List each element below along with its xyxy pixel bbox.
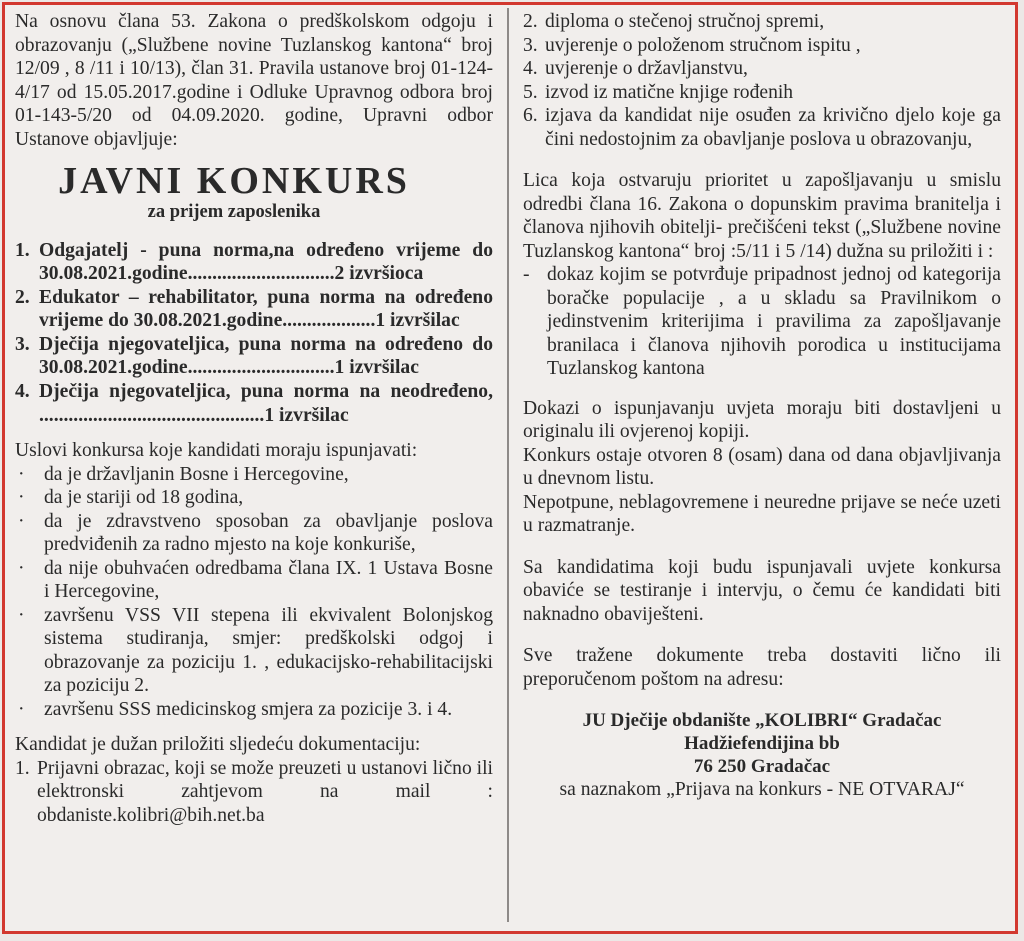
document-item: 6. izjava da kandidat nije osuđen za krivično djelo koje ga čini nedostojnim za obavljanje poslova u obrazovanju,: [523, 105, 1001, 150]
address-line: 76 250 Gradačac: [693, 756, 831, 777]
condition-item: · da je stariji od 18 godina,: [18, 487, 244, 509]
positions-list: [15, 239, 493, 428]
delivery-paragraph: Sve tražene dokumente treba dostaviti lično ili preporučenom poštom na adresu:: [523, 645, 1001, 690]
position-text: Dječija njegovateljica, puna norma na određeno do 30.08.2021.godine..............................1 izvršilac: [39, 333, 493, 379]
document-item: 3. uvjerenje o položenom stručnom ispitu ,: [523, 34, 861, 56]
conditions-list: [15, 463, 493, 722]
position-item: 1. Odgajatelj - puna norma,na određeno vrijeme do 30.08.2021.godine..............................2 izvršioca: [15, 239, 493, 285]
open-period-paragraph: Konkurs ostaje otvoren 8 (osam) dana od dana objavljivanja u dnevnom listu.: [523, 444, 1001, 489]
document-item: 1. Prijavni obrazac, koji se može preuzeti u ustanovi lično ili elektronski zahtjevom na mail : obdaniste.kolibri@bih.net.ba: [15, 757, 493, 826]
priority-paragraph: Lica koja ostvaruju prioritet u zapošljavanju u smislu odredbi člana 16. Zakona o dopunskim pravima branitelja i članova njihovih obitelji- prečišćeni tekst („Službene novine Tuzlanskog kantona“ broj :5/11 i 5 /14) dužna su priložiti i :: [523, 170, 1001, 262]
address-note: sa naznakom „Prijava na konkurs - NE OTVARAJ“: [559, 779, 965, 800]
notice-title: JAVNI KONKURS: [58, 160, 410, 202]
priority-item: - dokaz kojim se potvrđuje pripadnost jednoj od kategorija boračke populacije , a u skladu sa Pravilnikom o jedinstvenim kriterijima i pravilima za zapošljavanje branilaca i članova njihovih porodica u institucijama Tuzlanskog kantona: [523, 264, 1001, 379]
address-line: JU Dječije obdanište „KOLIBRI“ Gradačac: [582, 710, 942, 731]
column-divider: [507, 8, 509, 922]
condition-item: · završenu VSS VII stepena ili ekvivalent Bolonjskog sistema studiranja, smjer: predškolski odgoj i obrazovanje za poziciju 1. , edukacijsko-rehabilitacijski za poziciju 2.: [18, 604, 493, 697]
left-column: [15, 10, 493, 827]
documents-heading: Kandidat je dužan priložiti sljedeću dokumentaciju:: [15, 734, 421, 756]
proof-paragraph: Dokazi o ispunjavanju uvjeta moraju biti dostavljeni u originalu ili ovjerenoj kopiji.: [523, 397, 1001, 442]
position-item: 4. Dječija njegovateljica, puna norma na neodređeno, ..............................................1 izvršilac: [15, 381, 493, 426]
position-item: 3. Dječija njegovateljica, puna norma na određeno do 30.08.2021.godine..............................1 izvršilac: [15, 333, 493, 379]
incomplete-paragraph: Nepotpune, neblagovremene i neuredne prijave se neće uzeti u razmatranje.: [523, 491, 1001, 536]
condition-item: · završenu SSS medicinskog smjera za pozicije 3. i 4.: [18, 698, 453, 720]
condition-item: · da je državljanin Bosne i Hercegovine,: [18, 463, 349, 485]
intro-paragraph: Na osnovu člana 53. Zakona o predškolskom odgoju i obrazovanju („Službene novine Tuzlanskog kantona“ broj 12/09 , 8 /11 i 10/13), član 31. Pravila ustanove broj 01-124-4/17 od 15.05.2017.godine i Odluke Upravnog odbora broj 01-143-5/20 od 04.09.2020. godine, Upravni odbor Ustanove objavljuje:: [15, 11, 493, 150]
notice-subtitle: za prijem zaposlenika: [147, 202, 321, 222]
conditions-heading: Uslovi konkursa koje kandidati moraju ispunjavati:: [15, 440, 418, 462]
position-text: Dječija njegovateljica, puna norma na neodređeno, ..............................................1 izvršilac: [39, 381, 493, 426]
position-text: Odgajatelj - puna norma,na određeno vrijeme do 30.08.2021.godine..............................2 izvršioca: [39, 239, 493, 285]
document-item: 5. izvod iz matične knjige rođenih: [523, 81, 794, 103]
document-item: 2. diploma o stečenoj stručnoj spremi,: [523, 11, 825, 32]
address-block: [523, 709, 1001, 802]
condition-item: · da je zdravstveno sposoban za obavljanje poslova predviđenih za radno mjesto na koje konkuriše,: [18, 510, 493, 556]
position-text: Edukator – rehabilitator, puna norma na određeno vrijeme do 30.08.2021.godine...................1 izvršilac: [39, 286, 493, 332]
testing-paragraph: Sa kandidatima koji budu ispunjavali uvjete konkursa obaviće se testiranje i intervju, o čemu će kandidati biti naknadno obaviješteni.: [523, 556, 1001, 625]
address-line: Hadžiefendijina bb: [684, 733, 840, 754]
documents-list: [523, 10, 1001, 151]
document-item: 4. uvjerenje o državljanstvu,: [523, 58, 748, 79]
position-item: 2. Edukator – rehabilitator, puna norma na određeno vrijeme do 30.08.2021.godine...................1 izvršilac: [15, 286, 493, 332]
right-column: [523, 10, 1001, 802]
condition-item: · da nije obuhvaćen odredbama člana IX. 1 Ustava Bosne i Hercegovine,: [18, 557, 493, 603]
